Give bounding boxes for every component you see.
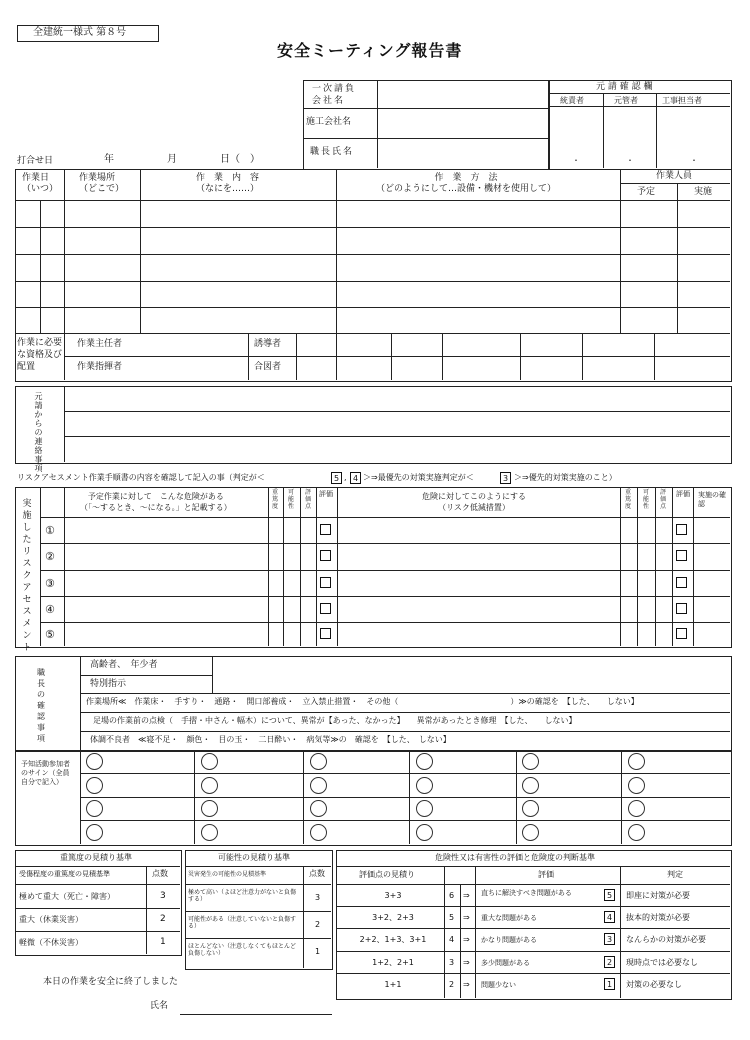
prob-col-1: 災害発生の可能性の見積基準: [188, 871, 267, 878]
eval-checkbox-10[interactable]: [676, 628, 687, 639]
ky-sign-circle-7[interactable]: [86, 777, 103, 794]
contact-box: [15, 386, 732, 464]
name-label: 氏名: [150, 1001, 169, 1011]
ky-sign-circle-3[interactable]: [310, 753, 327, 770]
eval-row-5-sum: 1+1: [384, 980, 402, 989]
ky-sign-circle-12[interactable]: [628, 777, 645, 794]
ky-sign-circle-14[interactable]: [201, 800, 218, 817]
eval-checkbox-9[interactable]: [676, 603, 687, 614]
risk-prob-head: 可能性: [287, 489, 294, 510]
eval-row-3-judgement: なんらかの対策が必要: [626, 935, 706, 944]
sev-row-2-score: 2: [160, 914, 166, 924]
check-line-3: 体調不良者 ≪寝不足・ 顔色・ 目の玉・ 二日酔い・ 病気等≫の 確認を 【した、 しない】: [90, 735, 451, 744]
risk-sev-head: 重篤度: [271, 489, 278, 510]
sev-row-1-label: 極めて重大（死亡・障害）: [19, 892, 115, 901]
ky-sign-circle-22[interactable]: [416, 824, 433, 841]
ky-sign-circle-19[interactable]: [86, 824, 103, 841]
sev-row-3-score: 1: [160, 937, 166, 947]
ky-sign-circle-8[interactable]: [201, 777, 218, 794]
eval-row-5-arrow: ⇒: [463, 980, 470, 989]
confirm-col-3: 工事担当者: [662, 96, 702, 105]
eval-row-2-rank: 4: [604, 911, 615, 923]
form-code: 全建統一様式 第８号: [33, 27, 127, 38]
confirm-col-1: 統責者: [560, 96, 584, 105]
eval-row-3-arrow: ⇒: [463, 935, 470, 944]
eval-row-5-eval: 問題少ない: [481, 981, 516, 989]
check-line-1: 作業場所≪ 作業床・ 手すり・ 通路・ 開口部養成・ 立入禁止措置・ その他（ ）≫の確認を 【した、 しない】: [86, 697, 639, 706]
ky-sign-circle-6[interactable]: [628, 753, 645, 770]
prob-title: 可能性の見積り基準: [218, 853, 290, 862]
prob-row-3-label: ほとんどない（注意しなくてもほとんど負傷しない）: [188, 943, 297, 957]
ky-sign-circle-16[interactable]: [416, 800, 433, 817]
ky-sign-circle-20[interactable]: [201, 824, 218, 841]
risk-note-mid: ＞⇒最優先の対策実施判定が＜: [363, 473, 474, 482]
risk-comma: ,: [344, 473, 347, 482]
qual-chief: 作業主任者: [77, 339, 123, 349]
sev-title: 重篤度の見積り基準: [60, 853, 132, 862]
ky-sign-circle-10[interactable]: [416, 777, 433, 794]
eval-checkbox-5[interactable]: [320, 628, 331, 639]
ky-sign-circle-15[interactable]: [310, 800, 327, 817]
qual-label: 作業に必要な資格及び配置: [17, 338, 63, 372]
risk-note-post: ＞⇒優先的対策実施のこと）: [514, 473, 617, 482]
risk-row-num-2: ②: [45, 550, 55, 563]
ky-sign-circle-2[interactable]: [201, 753, 218, 770]
eval-checkbox-8[interactable]: [676, 577, 687, 588]
elderly-label: 高齢者、 年少者: [90, 660, 158, 670]
eval-row-5-judgement: 対策の必要なし: [626, 980, 682, 989]
risk-box-5: 5: [331, 472, 342, 484]
builder-name-field[interactable]: [379, 109, 547, 137]
ky-sign-circle-4[interactable]: [416, 753, 433, 770]
eval-row-4-points: 3: [449, 958, 455, 967]
builder-label: 施工会社名: [306, 117, 352, 127]
eval-row-2-sum: 3+2、2+3: [372, 913, 414, 922]
confirm-col-2: 元管者: [614, 96, 638, 105]
sev-col-1: 受傷程度の重篤度の見積基準: [19, 870, 110, 878]
eval-checkbox-1[interactable]: [320, 524, 331, 535]
qual-signal: 合図者: [254, 362, 282, 372]
risk-pred-head: 予定作業に対して こんな危険がある （「～するとき、～になる。」と記載する）: [80, 492, 232, 512]
foreman-check-label: 職長の確認事項: [37, 668, 45, 743]
eval-row-5-points: 2: [449, 980, 455, 989]
work-planned-head: 予定: [637, 187, 656, 197]
qual-guide: 誘導者: [254, 339, 282, 349]
special-label: 特別指示: [90, 679, 127, 689]
risk-measure-head: 危険に対してこのようにする （リスク低減措置）: [422, 492, 526, 512]
ky-sign-circle-11[interactable]: [522, 777, 539, 794]
dot-3: ・: [690, 156, 698, 165]
ky-sign-circle-13[interactable]: [86, 800, 103, 817]
work-method-head: 作 業 方 法 （どのようにして…設備・機材を使用して）: [376, 173, 557, 194]
risk-row-num-1: ①: [45, 524, 55, 537]
work-people-head: 作業人員: [656, 171, 693, 181]
prob-row-1-score: 3: [315, 893, 321, 902]
risk-box-4: 4: [350, 472, 361, 484]
risk-eval-head: 評価: [319, 490, 333, 498]
eval-row-2-eval: 重大な問題がある: [481, 914, 537, 922]
subcon-label: 一次請負 会社名: [312, 84, 357, 106]
risk-row-num-5: ⑤: [45, 628, 55, 641]
prob-row-1-label: 極めて高い（よほど注意力がないと負傷する）: [188, 889, 297, 903]
subcon-name-field[interactable]: [379, 81, 547, 107]
date-label: 打合せ日: [17, 156, 54, 166]
eval-row-3-sum: 2+2、1+3、3+1: [359, 935, 427, 944]
date-month: 月: [167, 154, 177, 165]
contact-label: 元請からの連絡事項: [34, 392, 43, 473]
eval-row-3-rank: 3: [604, 933, 615, 945]
eval-checkbox-4[interactable]: [320, 603, 331, 614]
eval-checkbox-3[interactable]: [320, 577, 331, 588]
eval-title: 危険性又は有害性の評価と危険度の判断基準: [435, 853, 595, 862]
eval-row-1-sum: 3+3: [384, 891, 402, 900]
prob-row-2-label: 可能性がある（注意していないと負傷する）: [188, 916, 297, 930]
eval-row-5-rank: 1: [604, 978, 615, 990]
risk-row-num-3: ③: [45, 577, 55, 590]
ky-sign-circle-9[interactable]: [310, 777, 327, 794]
eval-row-1-points: 6: [449, 891, 455, 900]
qual-commander: 作業指揮者: [77, 362, 123, 372]
eval-row-3-points: 4: [449, 935, 455, 944]
work-place-head: 作業場所 （どこで）: [79, 173, 125, 194]
eval-row-4-rank: 2: [604, 956, 615, 968]
risk-side-label: 実施したリスクアセスメント: [22, 499, 32, 653]
eval-col-3: 判定: [667, 870, 683, 879]
work-date-head: 作業日 （いつ）: [22, 173, 59, 194]
page-title: 安全ミーティング報告書: [277, 41, 463, 60]
foreman-label: 職長氏名: [310, 147, 355, 157]
risk-confirm-head: 実施の確認: [698, 491, 726, 508]
sev-row-3-label: 軽微（不休災害）: [19, 938, 83, 947]
dot-1: ・: [572, 156, 580, 165]
date-year: 年: [104, 154, 114, 165]
eval-checkbox-7[interactable]: [676, 550, 687, 561]
eval-row-2-arrow: ⇒: [463, 913, 470, 922]
sev-row-2-label: 重大（休業災害）: [19, 915, 83, 924]
eval-row-2-judgement: 抜本的対策が必要: [626, 913, 690, 922]
sev-col-2: 点数: [152, 869, 168, 878]
risk-row-num-4: ④: [45, 603, 55, 616]
eval-row-4-eval: 多少問題がある: [481, 959, 530, 967]
finish-text: 本日の作業を安全に終了しました: [43, 977, 179, 987]
eval-checkbox-6[interactable]: [676, 524, 687, 535]
eval-row-1-arrow: ⇒: [463, 891, 470, 900]
risk-eval-head-2: 評価: [676, 490, 690, 498]
sev-row-1-score: 3: [160, 891, 166, 901]
risk-sev-head-2: 重篤度: [624, 489, 631, 510]
ky-sign-circle-21[interactable]: [310, 824, 327, 841]
risk-score-head-2: 評価点: [659, 489, 666, 510]
check-line-2: 足場の作業前の点検（ 手摺・中さん・幅木）について、異常が【あった、なかった】 異常があったとき修理 【した、 しない】: [93, 716, 577, 725]
ky-sign-circle-23[interactable]: [522, 824, 539, 841]
risk-prob-head-2: 可能性: [642, 489, 649, 510]
eval-row-1-eval: 直ちに解決すべき問題がある: [481, 889, 572, 897]
eval-row-4-sum: 1+2、2+1: [372, 958, 414, 967]
eval-checkbox-2[interactable]: [320, 550, 331, 561]
eval-row-1-judgement: 即座に対策が必要: [626, 891, 690, 900]
prob-col-2: 点数: [309, 869, 325, 878]
eval-row-4-arrow: ⇒: [463, 958, 470, 967]
ky-sign-circle-24[interactable]: [628, 824, 645, 841]
eval-row-1-rank: 5: [604, 889, 615, 901]
eval-row-3-eval: かなり問題がある: [481, 936, 537, 944]
date-day: 日（ ）: [220, 154, 260, 165]
ky-sign-box: [15, 750, 732, 846]
risk-box-3: 3: [500, 472, 511, 484]
confirm-header: 元 請 確 認 欄: [596, 82, 653, 92]
eval-col-1: 評価点の見積り: [359, 870, 415, 879]
work-actual-head: 実施: [694, 187, 713, 197]
work-content-head: 作 業 内 容 （なにを……）: [196, 173, 260, 194]
risk-score-head: 評価点: [304, 489, 311, 510]
foreman-name-field[interactable]: [379, 139, 547, 167]
eval-row-2-points: 5: [449, 913, 455, 922]
dot-2: ・: [626, 156, 634, 165]
prob-row-2-score: 2: [315, 920, 321, 929]
name-line[interactable]: [180, 1014, 332, 1015]
ky-sign-circle-18[interactable]: [628, 800, 645, 817]
prob-row-3-score: 1: [315, 947, 321, 956]
ky-sign-circle-5[interactable]: [522, 753, 539, 770]
ky-sign-circle-17[interactable]: [522, 800, 539, 817]
ky-sign-circle-1[interactable]: [86, 753, 103, 770]
eval-col-2: 評価: [538, 870, 554, 879]
eval-row-4-judgement: 現時点では必要なし: [626, 958, 698, 967]
ky-sign-label: 予知活動参加者のサイン（全員自分で記入）: [21, 760, 70, 786]
risk-note-pre: リスクアセスメント作業手順書の内容を確認して記入の事（判定が＜: [17, 473, 265, 482]
